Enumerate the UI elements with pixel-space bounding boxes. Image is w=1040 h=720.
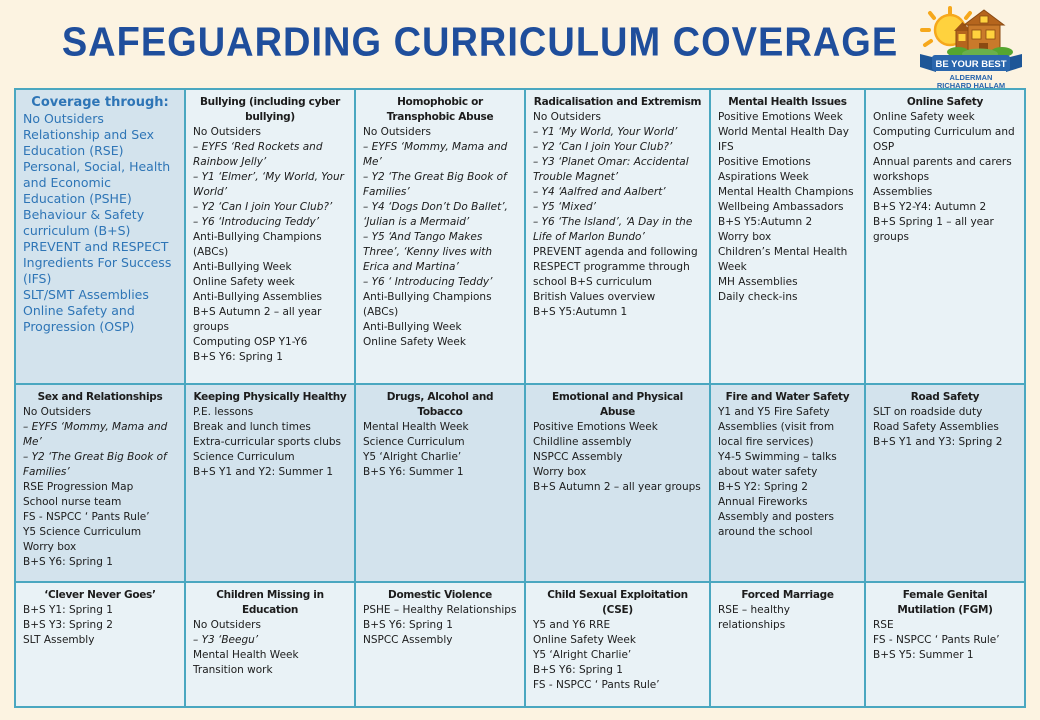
cell-line: Mental Health Week [193,649,299,661]
table-cell [866,90,1024,385]
cell-line: Behaviour & Safety curriculum (B+S) [23,207,145,238]
cell-line: Transition work [193,664,273,676]
cell-line: Daily check-ins [718,291,798,303]
cell-line: World Mental Health Day [718,126,849,138]
curriculum-table [14,88,1026,708]
cell-line: – Y2 ‘The Great Big Book of Families’ [363,171,507,198]
cell-line: British Values overview [533,291,656,303]
cell-line: Positive Emotions Week [718,111,843,123]
cell-line: Anti-Bullying Champions (ABCs) [363,291,492,318]
cell-line: RSE [873,619,894,631]
cell-line: Personal, Social, Health and Economic Education (PSHE) [23,159,171,206]
cell-line: B+S Y6: Spring 1 [193,351,283,363]
cell-line: Worry box [718,231,772,243]
cell-line: Y1 and Y5 Fire Safety Assemblies (visit from local fire services) [718,406,835,448]
cell-line: Anti-Bullying Assemblies [193,291,323,303]
cell-header: Drugs, Alcohol and Tobacco [386,391,494,418]
cell-line: Extra-curricular sports clubs [193,436,342,448]
cell-line: Computing Curriculum and OSP [873,126,1015,153]
cell-header: Emotional and Physical Abuse [552,391,683,418]
cell-line: B+S Y1 and Y3: Spring 2 [873,436,1003,448]
cell-line: – EYFS ‘Mommy, Mama and Me’ [363,141,508,168]
cell-line: Online Safety Week [363,336,466,348]
cell-line: B+S Autumn 2 – all year groups [193,306,322,333]
cell-line: B+S Autumn 2 – all year groups [533,481,701,493]
cell-line: Wellbeing Ambassadors [718,201,844,213]
cell-line: School nurse team [23,496,122,508]
ribbon-text: BE YOUR BEST [935,59,1007,70]
table-cell [16,90,186,385]
cell-line: Worry box [23,541,77,553]
cell-line: Y5 and Y6 RRE [533,619,611,631]
cell-line: – Y3 ‘Planet Omar: Accidental Trouble Magnet’ [533,156,689,183]
table-cell [711,90,866,385]
cell-line: IFS [718,141,734,153]
cell-line: No Outsiders [533,111,601,123]
cell-line: – Y1 ‘My World, Your World’ [533,126,678,138]
cell-line: – Y6 ‘ Introducing Teddy’ [363,276,493,288]
cell-header: Online Safety [906,96,984,108]
cell-line: – EYFS ‘Mommy, Mama and Me’ [23,421,168,448]
cell-header: Mental Health Issues [728,96,847,108]
school-name-line2: RICHARD HALLAM [936,81,1006,88]
cell-line: Y5 ‘Alright Charlie’ [533,649,632,661]
cell-line: Ingredients For Success (IFS) [23,255,172,286]
table-cell [866,583,1024,706]
cell-line: NSPCC Assembly [533,451,623,463]
cell-line: – Y6 ‘The Island’, ‘A Day in the Life of Marlon Bundo’ [533,216,693,243]
cell-line: FS - NSPCC ‘ Pants Rule’ [23,511,150,523]
cell-line: P.E. lessons [193,406,254,418]
cell-line: PREVENT and RESPECT [23,239,169,254]
cell-header: Sex and Relationships [37,391,163,403]
table-cell [186,90,356,385]
cell-line: B+S Y3: Spring 2 [23,619,113,631]
table-cell [866,385,1024,583]
cell-line: SLT on roadside duty [873,406,983,418]
cell-line: Mental Health Champions [718,186,854,198]
table-cell [186,583,356,706]
table-cell [16,385,186,583]
cell-line: – Y4 ‘Dogs Don’t Do Ballet’, ‘Julian is a Mermaid’ [363,201,508,228]
cell-line: Science Curriculum [193,451,295,463]
cell-line: FS - NSPCC ‘ Pants Rule’ [873,634,1000,646]
cell-line: – Y2 ‘The Great Big Book of Families’ [23,451,167,478]
cell-line: Annual Fireworks Assembly and posters around the school [718,496,834,538]
cell-line: B+S Y5:Autumn 2 [718,216,813,228]
cell-line: – Y4 ‘Aalfred and Aalbert’ [533,186,666,198]
cell-line: PSHE – Healthy Relationships [363,604,517,616]
cell-line: Anti-Bullying Champions (ABCs) [193,231,322,258]
table-cell [711,385,866,583]
cell-header: Coverage through: [31,95,169,110]
cell-line: B+S Y1 and Y2: Summer 1 [193,466,334,478]
cell-header: Domestic Violence [388,589,492,601]
cell-line: Online Safety week [873,111,975,123]
cell-header: ‘Clever Never Goes’ [44,589,156,601]
page-title: SAFEGUARDING CURRICULUM COVERAGE [61,20,899,66]
table-cell [356,90,526,385]
table-cell [16,583,186,706]
cell-line: Childline assembly [533,436,632,448]
cell-header: Child Sexual Exploitation (CSE) [547,589,688,616]
cell-line: – Y2 ‘Can I join Your Club?’ [193,201,333,213]
cell-line: – Y5 ‘Mixed’ [533,201,597,213]
cell-line: No Outsiders [193,619,261,631]
cell-header: Female Genital Mutilation (FGM) [897,589,993,616]
cell-line: No Outsiders [23,111,104,126]
cell-line: No Outsiders [193,126,261,138]
school-name-line1: ALDERMAN [949,73,993,82]
ribbon-banner [920,54,1022,72]
cell-line: RSE Progression Map [23,481,134,493]
cell-line: B+S Y6: Spring 1 [363,619,453,631]
cell-line: Anti-Bullying Week [193,261,292,273]
cell-line: Children’s Mental Health Week [718,246,848,273]
cell-line: – Y6 ‘Introducing Teddy’ [193,216,320,228]
cell-line: – Y1 ‘Elmer’, ‘My World, Your World’ [193,171,344,198]
cell-line: NSPCC Assembly [363,634,453,646]
cell-line: – Y3 ‘Beegu’ [193,634,259,646]
cell-line: B+S Y6: Spring 1 [23,556,113,568]
cell-line: Break and lunch times [193,421,311,433]
cell-header: Road Safety [910,391,980,403]
cell-line: B+S Y6: Spring 1 [533,664,623,676]
cell-line: B+S Y2: Spring 2 [718,481,808,493]
table-cell [186,385,356,583]
house-icon [954,10,1004,51]
cell-header: Keeping Physically Healthy [193,391,347,403]
cell-line: FS - NSPCC ‘ Pants Rule’ [533,679,660,691]
cell-line: B+S Y6: Summer 1 [363,466,464,478]
cell-line: No Outsiders [23,406,91,418]
cell-line: SLT Assembly [23,634,95,646]
cell-line: Science Curriculum [363,436,465,448]
cell-header: Bullying (including cyber bullying) [199,96,341,123]
table-cell [526,385,711,583]
cell-line: Road Safety Assemblies [873,421,999,433]
cell-header: Homophobic or Transphobic Abuse [386,96,494,123]
cell-line: B+S Spring 1 – all year groups [873,216,994,243]
cell-line: No Outsiders [363,126,431,138]
cell-line: Y4-5 Swimming – talks about water safety [718,451,837,478]
cell-line: Y5 Science Curriculum [23,526,142,538]
cell-line: B+S Y1: Spring 1 [23,604,113,616]
cell-line: Relationship and Sex Education (RSE) [23,127,154,158]
cell-line: PREVENT agenda and following RESPECT programme through school B+S curriculum [533,246,698,288]
table-cell [356,385,526,583]
cell-line: Worry box [533,466,587,478]
table-cell [356,583,526,706]
table-cell [526,583,711,706]
cell-header: Children Missing in Education [216,589,324,616]
cell-line: Online Safety Week [533,634,636,646]
cell-line: B+S Y2-Y4: Autumn 2 [873,201,987,213]
cell-header: Fire and Water Safety [725,391,850,403]
cell-header: Forced Marriage [741,589,834,601]
cell-line: Online Safety week [193,276,295,288]
cell-line: Online Safety and Progression (OSP) [23,303,135,334]
cell-line: B+S Y5: Summer 1 [873,649,974,661]
table-cell [711,583,866,706]
cell-line: Y5 ‘Alright Charlie’ [363,451,462,463]
school-logo [910,4,1032,88]
cell-line: SLT/SMT Assemblies [23,287,149,302]
cell-line: – Y2 ‘Can I join Your Club?’ [533,141,673,153]
cell-line: – Y5 ‘And Tango Makes Three’, ‘Kenny lives with Erica and Martina’ [363,231,493,273]
cell-line: Positive Emotions [718,156,811,168]
cell-header: Radicalisation and Extremism [533,96,702,108]
cell-line: MH Assemblies [718,276,798,288]
cell-line: – EYFS ‘Red Rockets and Rainbow Jelly’ [193,141,323,168]
cell-line: Computing OSP Y1-Y6 [193,336,308,348]
cell-line: Anti-Bullying Week [363,321,462,333]
cell-line: Annual parents and carers workshops [873,156,1012,183]
cell-line: Positive Emotions Week [533,421,658,433]
cell-line: RSE – healthy relationships [718,604,790,631]
table-cell [526,90,711,385]
cell-line: Aspirations Week [718,171,809,183]
cell-line: Mental Health Week [363,421,469,433]
cell-line: B+S Y5:Autumn 1 [533,306,628,318]
cell-line: Assemblies [873,186,933,198]
